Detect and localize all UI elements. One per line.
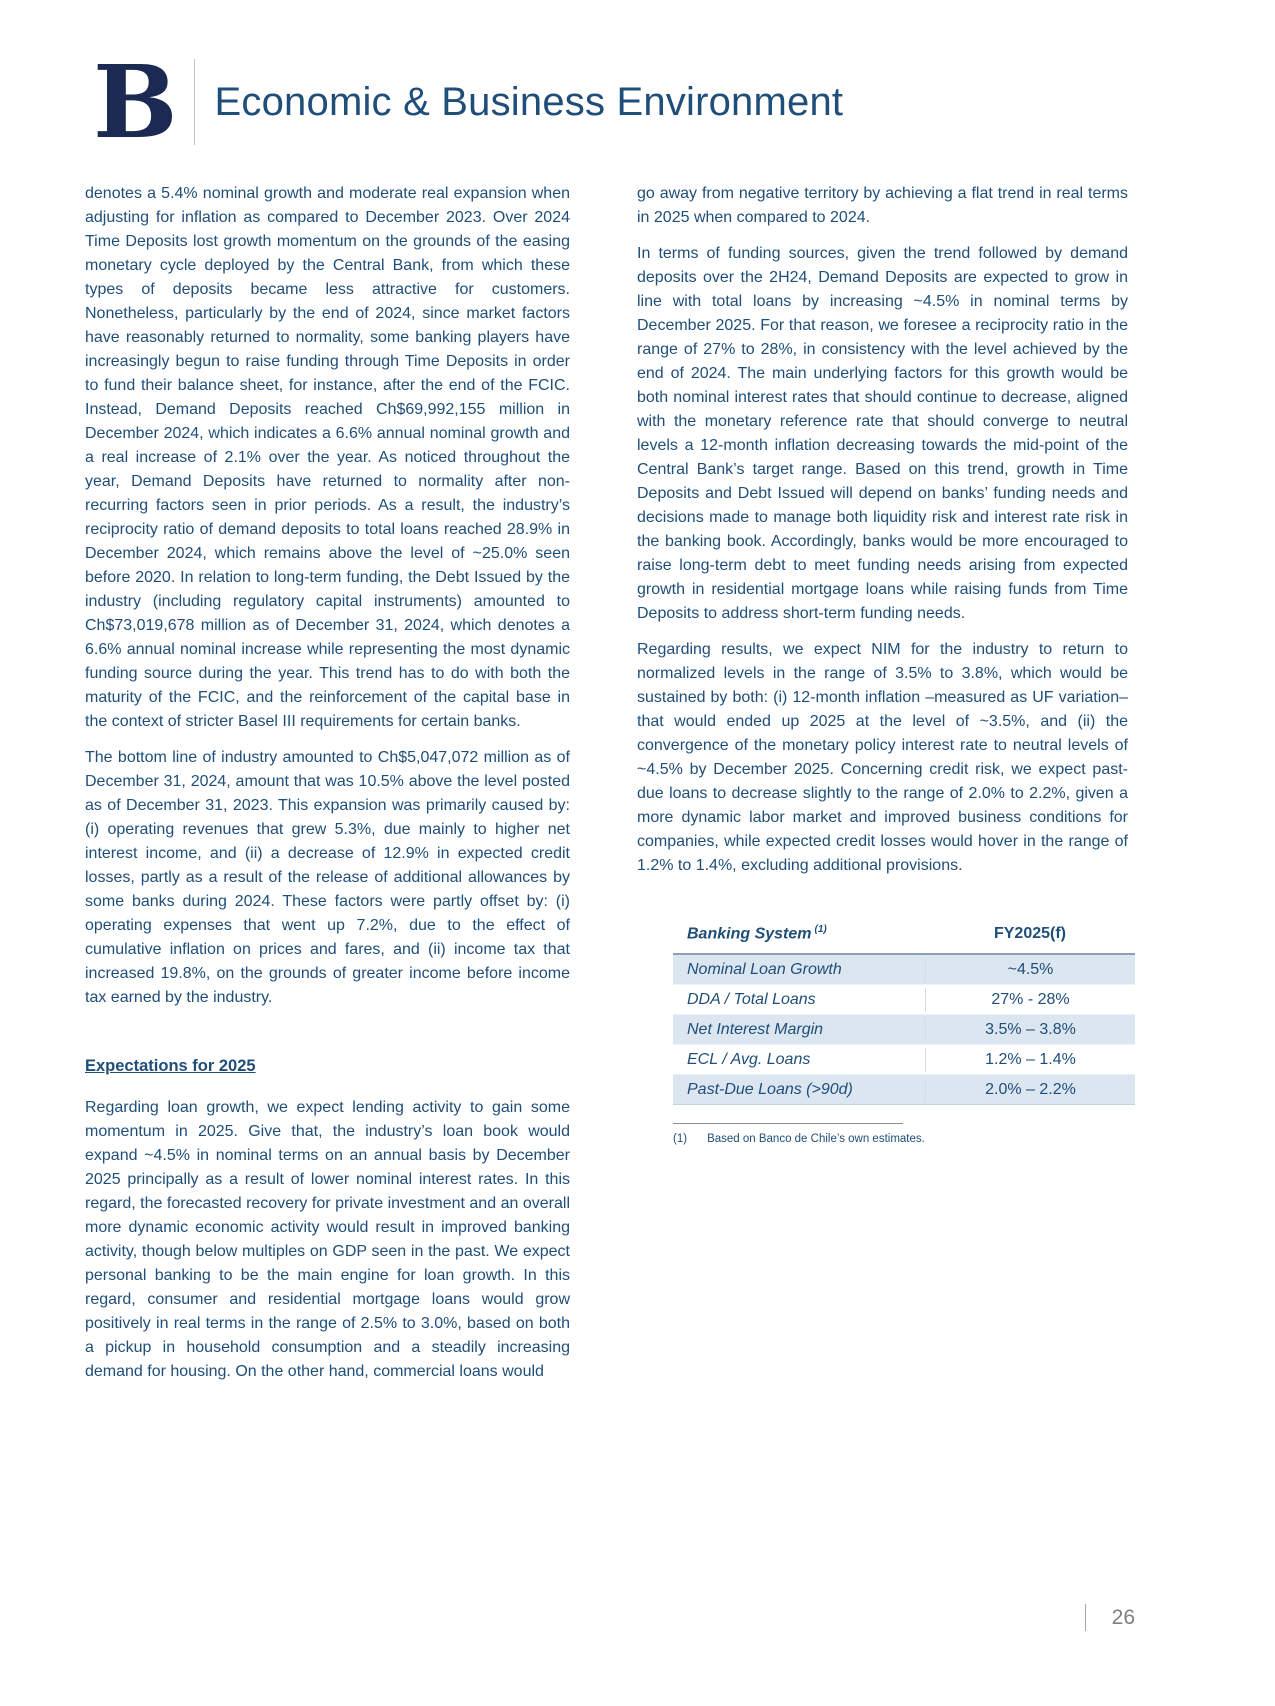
body-columns bbox=[85, 182, 1128, 1396]
table-footnote bbox=[673, 1123, 1135, 1147]
table-row bbox=[673, 955, 1135, 984]
footer-divider-line bbox=[1085, 1604, 1086, 1631]
row-value: ~4.5% bbox=[925, 958, 1135, 982]
page-title: Economic & Business Environment bbox=[214, 79, 844, 124]
paragraph: Regarding loan growth, we expect lending activity to gain some momentum in 2025. Give that, the industry’s loan book would expand ~4.5% in nominal terms on an annual basis by December 2025 principally as a result of lower nominal interest rates. In this regard, the forecasted recovery for private investment and an overall more dynamic economic activity would result in improved banking activity, though below multiples on GDP seen in the past. We expect personal banking to be the main engine for loan growth. In this regard, consumer and residential mortgage loans would grow positively in real terms in the range of 2.5% to 3.0%, based on both a pickup in household consumption and a steadily increasing demand for housing. On the other hand, commercial loans would bbox=[85, 1099, 570, 1380]
left-paragraphs-top bbox=[85, 182, 570, 1010]
row-value: 27% - 28% bbox=[925, 988, 1135, 1012]
section-heading-expectations: Expectations for 2025 bbox=[85, 1057, 256, 1075]
report-page bbox=[0, 43, 1275, 1706]
footnote-text bbox=[673, 1132, 1135, 1147]
table-row bbox=[673, 1074, 1135, 1104]
row-label: Net Interest Margin bbox=[687, 1020, 824, 1038]
footnote-rule bbox=[673, 1123, 903, 1124]
paragraph: go away from negative territory by achieving a flat trend in real terms in 2025 when compared to 2024. bbox=[637, 185, 1128, 226]
paragraph: Regarding results, we expect NIM for the industry to return to normalized levels in the range of 3.5% to 3.8%, which would be sustained by both: (i) 12-month inflation –measured as UF variation– that would ended up 2025 at the level of ~3.5%, and (ii) the convergence of the monetary policy interest rate to neutral levels of ~4.5% by December 2025. Concerning credit risk, we expect past-due loans to decrease slightly to the range of 2.0% to 2.2%, given a more dynamic labor market and improved business conditions for companies, while expected credit losses would hover in the range of 1.2% to 1.4%, excluding additional provisions. bbox=[637, 641, 1128, 874]
table-value-header: FY2025(f) bbox=[993, 925, 1067, 943]
left-column bbox=[85, 182, 570, 1396]
header-divider-line bbox=[194, 59, 195, 145]
footnote-marker: (1) bbox=[673, 1133, 688, 1146]
banco-de-chile-logo: B bbox=[93, 43, 176, 161]
table-title-text: Banking System bbox=[687, 925, 812, 943]
paragraph: In terms of funding sources, given the trend followed by demand deposits over the 2H24, Demand Deposits are expected to grow in line with total loans by increasing ~4.5% in nominal terms by December 2025. For that reason, we foresee a reciprocity ratio in the range of 27% to 28%, in consistency with the level achieved by the end of 2024. The main underlying factors for this growth would be both nominal interest rates that should continue to decrease, aligned with the monetary reference rate that should converge to neutral levels a 12-month inflation decreasing towards the mid-point of the Central Bank’s target range. Based on this trend, growth in Time Deposits and Debt Issued will depend on banks’ funding needs and decisions made to manage both liquidity risk and interest rate risk in the banking book. Accordingly, banks would be more encouraged to raise long-term debt to meet funding needs arising from expected growth in residential mortgage loans while raising funds from Time Deposits to address short-term funding needs. bbox=[637, 245, 1128, 622]
table-row bbox=[673, 1014, 1135, 1044]
page-number: 26 bbox=[1111, 1605, 1135, 1629]
banking-system-table bbox=[673, 918, 1135, 1147]
table-title bbox=[673, 918, 925, 946]
page-footer bbox=[1085, 1604, 1135, 1631]
table-row bbox=[673, 984, 1135, 1014]
row-value: 3.5% – 3.8% bbox=[925, 1018, 1135, 1042]
row-value: 2.0% – 2.2% bbox=[925, 1078, 1135, 1102]
paragraph: denotes a 5.4% nominal growth and moderate real expansion when adjusting for inflation as compared to December 2023. Over 2024 Time Deposits lost growth momentum on the grounds of the easing monetary cycle deployed by the Central Bank, from which these types of deposits became less attractive for customers. Nonetheless, particularly by the end of 2024, since market factors have reasonably returned to normality, some banking players have increasingly begun to raise funding through Time Deposits in order to fund their balance sheet, for instance, after the end of the FCIC. Instead, Demand Deposits reached Ch$69,992,155 million in December 2024, which indicates a 6.6% annual nominal growth and a real increase of 2.1% over the year. As noticed throughout the year, Demand Deposits have returned to normality after non-recurring factors seen in prior periods. As a result, the industry’s reciprocity ratio of demand deposits to total loans reached 28.9% in December 2024, which remains above the level of ~25.0% seen before 2020. In relation to long-term funding, the Debt Issued by the industry (including regulatory capital instruments) amounted to Ch$73,019,678 million as of December 31, 2024, which denotes a 6.6% annual nominal increase while representing the most dynamic funding source during the year. This trend has to do with both the maturity of the FCIC, and the reinforcement of the capital base in the context of stricter Basel III requirements for certain banks. bbox=[85, 185, 570, 730]
right-paragraphs bbox=[637, 182, 1128, 878]
right-column bbox=[637, 182, 1128, 1396]
row-label: ECL / Avg. Loans bbox=[687, 1050, 811, 1068]
paragraph: The bottom line of industry amounted to Ch$5,047,072 million as of December 31, 2024, amount that was 10.5% above the level posted as of December 31, 2023. This expansion was primarily caused by: (i) operating revenues that grew 5.3%, due mainly to higher net interest income, and (ii) a decrease of 12.9% in expected credit losses, partly as a result of the release of additional allowances by some banks during 2024. These factors were partly offset by: (i) operating expenses that went up 7.2%, due to the effect of cumulative inflation on prices and fares, and (ii) income tax that increased 19.8%, on the grounds of greater income before income tax earned by the industry. bbox=[85, 749, 570, 1006]
table-header-row bbox=[673, 918, 1135, 955]
row-label: Nominal Loan Growth bbox=[687, 960, 842, 978]
table-body bbox=[673, 955, 1135, 1105]
footnote-body: Based on Banco de Chile’s own estimates. bbox=[707, 1133, 925, 1146]
row-label: DDA / Total Loans bbox=[687, 990, 816, 1008]
row-label: Past-Due Loans (>90d) bbox=[687, 1080, 853, 1098]
row-value: 1.2% – 1.4% bbox=[925, 1048, 1135, 1072]
left-paragraphs-bottom bbox=[85, 1096, 570, 1384]
table-row bbox=[673, 1044, 1135, 1074]
table-title-superscript: (1) bbox=[814, 924, 827, 935]
page-header bbox=[93, 43, 1128, 161]
